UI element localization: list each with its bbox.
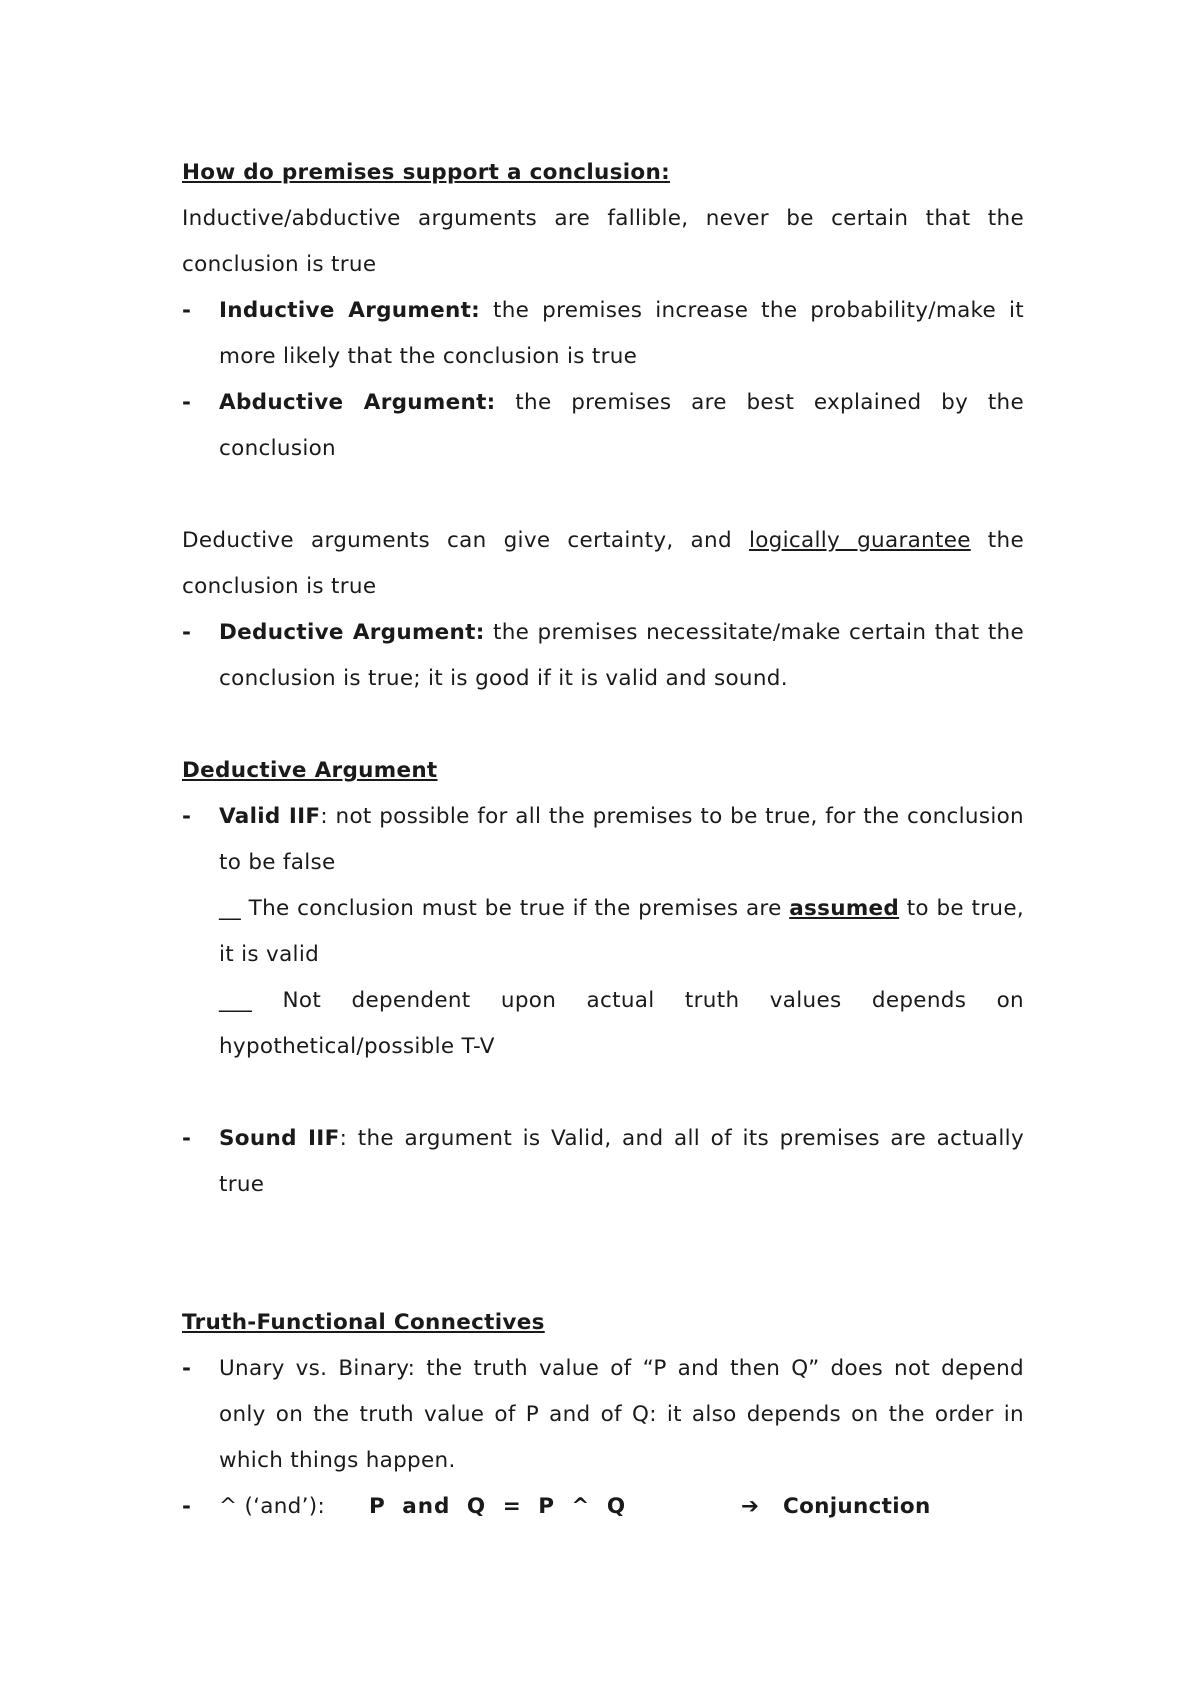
and-expression: P and Q = P ^ Q bbox=[369, 1494, 627, 1519]
bullet-dash: - bbox=[182, 804, 192, 829]
and-label: ^ (‘and’): bbox=[219, 1494, 325, 1519]
valid-note-hypothetical: ___ Not dependent upon actual truth values depends on hypothetical/possible T-V bbox=[219, 988, 1024, 1059]
term-deductive-argument: Deductive Argument: bbox=[219, 620, 485, 645]
text-unary-binary: Unary vs. Binary: the truth value of “P and then Q” does not depend only on the truth value of P and of Q: it also depends on the order in which things happen. bbox=[219, 1356, 1024, 1473]
document-body bbox=[182, 150, 1024, 1530]
spacer bbox=[182, 472, 1024, 518]
term-inductive-argument: Inductive Argument: bbox=[219, 298, 481, 323]
heading-deductive-argument: Deductive Argument bbox=[182, 758, 438, 783]
text-sound: : the argument is Valid, and all of its premises are actually true bbox=[219, 1126, 1024, 1197]
valid-note-after: to be true, it is valid bbox=[219, 896, 1024, 967]
term-valid: Valid IIF bbox=[219, 804, 321, 829]
bullet-dash: - bbox=[182, 298, 192, 323]
spacer bbox=[182, 702, 1024, 748]
list-item-unary-binary bbox=[182, 1346, 1024, 1484]
bullet-dash: - bbox=[182, 620, 192, 645]
heading-truth-functional-connectives: Truth-Functional Connectives bbox=[182, 1310, 545, 1335]
arrow-right-icon: ➔ bbox=[741, 1494, 760, 1519]
valid-note-assumed bbox=[182, 886, 1024, 978]
deductive-intro-after: the conclusion is true bbox=[182, 528, 1024, 599]
text-valid: : not possible for all the premises to be true, for the conclusion to be false bbox=[219, 804, 1024, 875]
text-abductive-argument: the premises are best explained by the conclusion bbox=[219, 390, 1025, 461]
valid-note-emphasis: assumed bbox=[789, 896, 900, 921]
bullet-dash: - bbox=[182, 390, 192, 415]
list-item-inductive bbox=[182, 288, 1024, 380]
deductive-intro-before: Deductive arguments can give certainty, and bbox=[182, 528, 749, 553]
list-item-conjunction bbox=[182, 1484, 1024, 1530]
term-abductive-argument: Abductive Argument: bbox=[219, 390, 496, 415]
heading-premises-support: How do premises support a conclusion: bbox=[182, 160, 670, 185]
deductive-intro-underlined: logically guarantee bbox=[748, 528, 971, 553]
conjunction-name: Conjunction bbox=[783, 1494, 931, 1519]
list-item-deductive bbox=[182, 610, 1024, 702]
list-item-abductive bbox=[182, 380, 1024, 472]
list-item-sound bbox=[182, 1116, 1024, 1208]
valid-note-before: __ The conclusion must be true if the premises are bbox=[219, 896, 790, 921]
spacer bbox=[182, 1208, 1024, 1300]
spacer bbox=[182, 1070, 1024, 1116]
term-sound: Sound IIF bbox=[219, 1126, 340, 1151]
paragraph-fallible: Inductive/abductive arguments are fallible, never be certain that the conclusion is true bbox=[182, 206, 1024, 277]
conjunction-row bbox=[219, 1484, 1024, 1530]
text-deductive-argument: the premises necessitate/make certain that the conclusion is true; it is good if it is valid and sound. bbox=[219, 620, 1025, 691]
paragraph-deductive-certainty bbox=[182, 518, 1024, 610]
bullet-dash: - bbox=[182, 1126, 192, 1151]
list-item-valid bbox=[182, 794, 1024, 886]
text-inductive-argument: the premises increase the probability/make it more likely that the conclusion is true bbox=[219, 298, 1025, 369]
bullet-dash: - bbox=[182, 1356, 192, 1381]
bullet-dash: - bbox=[182, 1494, 192, 1519]
